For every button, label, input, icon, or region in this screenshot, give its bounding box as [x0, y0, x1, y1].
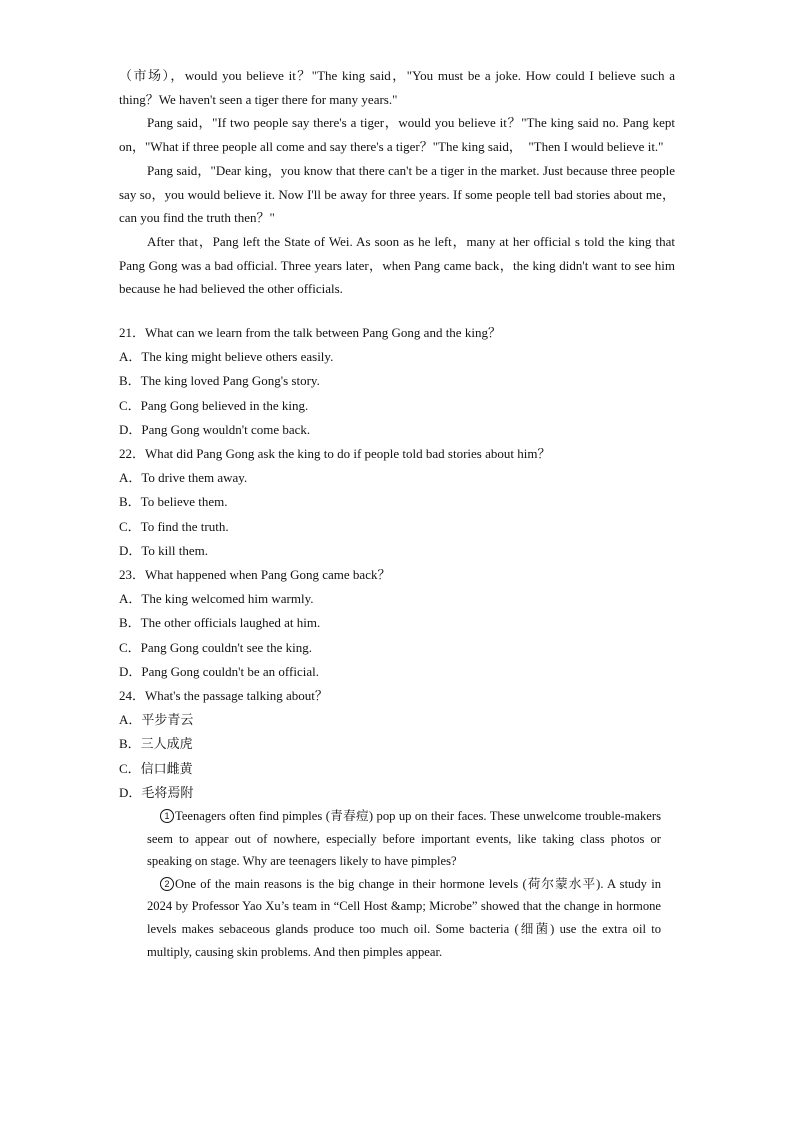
passage-1-paragraph: Pang said，"If two people say there's a tiger，would you believe it？"The king said no. Pang kept on，"What if three people all come and say there's a tiger？"The king said， "Then I would believe it." [119, 115, 675, 155]
circled-number-marker: 2 [160, 877, 174, 891]
answer-option: A．The king welcomed him warmly. [119, 591, 314, 607]
question-22 [119, 442, 675, 563]
answer-option: C．信口雌黄 [119, 760, 193, 776]
section-gap [119, 301, 675, 321]
question-list [119, 321, 675, 805]
answer-option: C．Pang Gong believed in the king. [119, 397, 309, 413]
question-stem: 24．What's the passage talking about？ [119, 688, 328, 704]
document-page [119, 64, 675, 963]
answer-option: D．Pang Gong couldn't be an official. [119, 663, 319, 679]
answer-option: A．To drive them away. [119, 470, 248, 486]
paragraph-text: One of the main reasons is the big change in their hormone levels (荷尔蒙水平). A study in 2024 by Professor Yao Xu’s team in “Cell Host &amp; Microbe” showed that the change in hormone levels makes sebaceous glands produce too much oil. Some bacteria (细菌) use the extra oil to multiply, causing skin problems. And then pimples appear. [147, 876, 661, 959]
answer-option: B．To believe them. [119, 494, 228, 510]
question-stem: 23．What happened when Pang Gong came back？ [119, 567, 391, 583]
passage-1 [119, 64, 675, 301]
answer-option: D．To kill them. [119, 542, 209, 558]
question-23 [119, 563, 675, 684]
passage-1-paragraph: Pang said，"Dear king，you know that there can't be a tiger in the market. Just because three people say so，you would believe it. Now I'll be away for three years. If some people tell bad stories about me，can you find the truth then？" [119, 162, 675, 226]
answer-option: C．To find the truth. [119, 518, 229, 534]
circled-number-marker: 1 [160, 809, 174, 823]
answer-option: D．毛将焉附 [119, 784, 194, 800]
answer-option: A．The king might believe others easily. [119, 349, 334, 365]
passage-2 [119, 805, 675, 963]
answer-option: B．The king loved Pang Gong's story. [119, 373, 320, 389]
answer-option: C．Pang Gong couldn't see the king. [119, 639, 312, 655]
answer-option: B．三人成虎 [119, 736, 193, 752]
passage-1-paragraph: After that，Pang left the State of Wei. As soon as he left，many at her official s told the king that Pang Gong was a bad official. Three years later，when Pang came back，the king didn't want to see him because he had believed the other officials. [119, 233, 675, 297]
passage-1-paragraph: （市场），would you believe it？"The king said，"You must be a joke. How could I believe such a thing？We haven't seen a tiger there for many years." [119, 68, 675, 107]
answer-option: A．平步青云 [119, 712, 194, 728]
paragraph-text: Teenagers often find pimples (青春痘) pop up on their faces. These unwelcome trouble-makers seem to appear out of nowhere, especially before important events, like taking class photos or speaking on stage. Why are teenagers likely to have pimples? [147, 809, 661, 869]
passage-2-paragraph [147, 805, 661, 873]
answer-option: D．Pang Gong wouldn't come back. [119, 421, 311, 437]
question-21 [119, 321, 675, 442]
passage-2-paragraph [147, 873, 661, 963]
question-stem: 22．What did Pang Gong ask the king to do if people told bad stories about him？ [119, 446, 551, 462]
answer-option: B．The other officials laughed at him. [119, 615, 321, 631]
question-24 [119, 684, 675, 805]
question-stem: 21．What can we learn from the talk between Pang Gong and the king？ [119, 325, 501, 341]
